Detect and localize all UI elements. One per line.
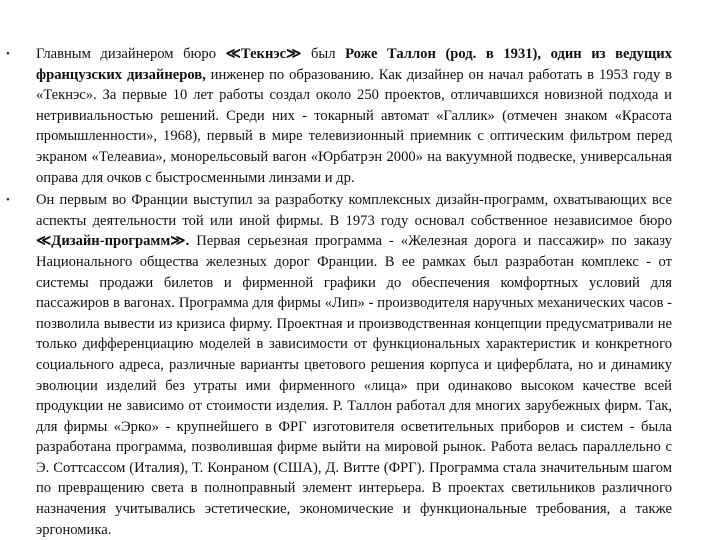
bullet-icon: • xyxy=(6,194,10,207)
bureau-name-design-programs: ≪Дизайн-программ≫. xyxy=(36,233,190,250)
bullet-list xyxy=(0,44,720,540)
paragraph-text: Первая серьезная программа - «Железная дорога и пассажир» по заказу Национального общества железных дорог Франции. В ее рамках был разработан комплекс - от системы продажи билетов и фирменной графики до обеспечения комфортных условий для пассажиров в вагонах. Программа для фирмы «Лип» - производителя наручных механических часов - позволила вывести из кризиса фирму. Проектная и производственная концепции предусматривали не только дифференциацию моделей в зависимости от функциональных характеристик и конкретного социального адреса, различные варианты цветового решения корпуса и циферблата, но и динамику эволюции изделий без утраты ими фирменного «лица» при одинаково высоком качестве всей продукции не зависимо от стоимости изделия. Р. Таллон работал для многих зарубежных фирм. Так, для фирмы «Эрко» - крупнейшего в ФРГ изготовителя осветительных приборов и систем - была разработана программа, позволившая фирме выйти на мировой рынок. Работа велась параллельно с Э. Соттсассом (Италия), Т. Конраном (США), Д. Витте (ФРГ). Программа стала значительным шагом по превращению света в полноправный элемент интерьера. В проектах светильников различного назначения учитывались эстетические, экономические и функциональные требования, а также эргономика. xyxy=(36,233,672,538)
bureau-name-teknes: ≪Текнэс≫ xyxy=(225,46,302,62)
bullet-icon: • xyxy=(6,48,10,60)
designer-name-emphasis: Роже Таллон (род. в 1931), один из ведущих французских дизайнеров, xyxy=(36,46,672,83)
paragraph-text: был xyxy=(301,46,346,62)
paragraph-design-programs xyxy=(0,190,720,540)
paragraph-tallon-intro xyxy=(0,44,720,188)
paragraph-text: Главным дизайнером бюро xyxy=(36,46,226,62)
paragraph-text: Он первым во Франции выступил за разработку комплексных дизайн-программ, охватывающих все аспекты деятельности той или иной фирмы. В 1973 году основал собственное независимое бюро xyxy=(36,192,672,229)
paragraph-text: инженер по образованию. Как дизайнер он начал работать в 1953 году в «Текнэс». За первые 10 лет работы создал около 250 проектов, отличавшихся новизной подхода и нетривиальностью решений. Среди них - токарный автомат «Галлик» (отмечен знаком «Красота промышленности», 1968), первый в мире телевизионный приемник с оптическим фильтром перед экраном «Телеавиа», монорельсовый вагон «Юрбатрэн 2000» на вакуумной подвеске, универсальная оправа для очков с быстросменными линзами и др. xyxy=(36,66,673,186)
